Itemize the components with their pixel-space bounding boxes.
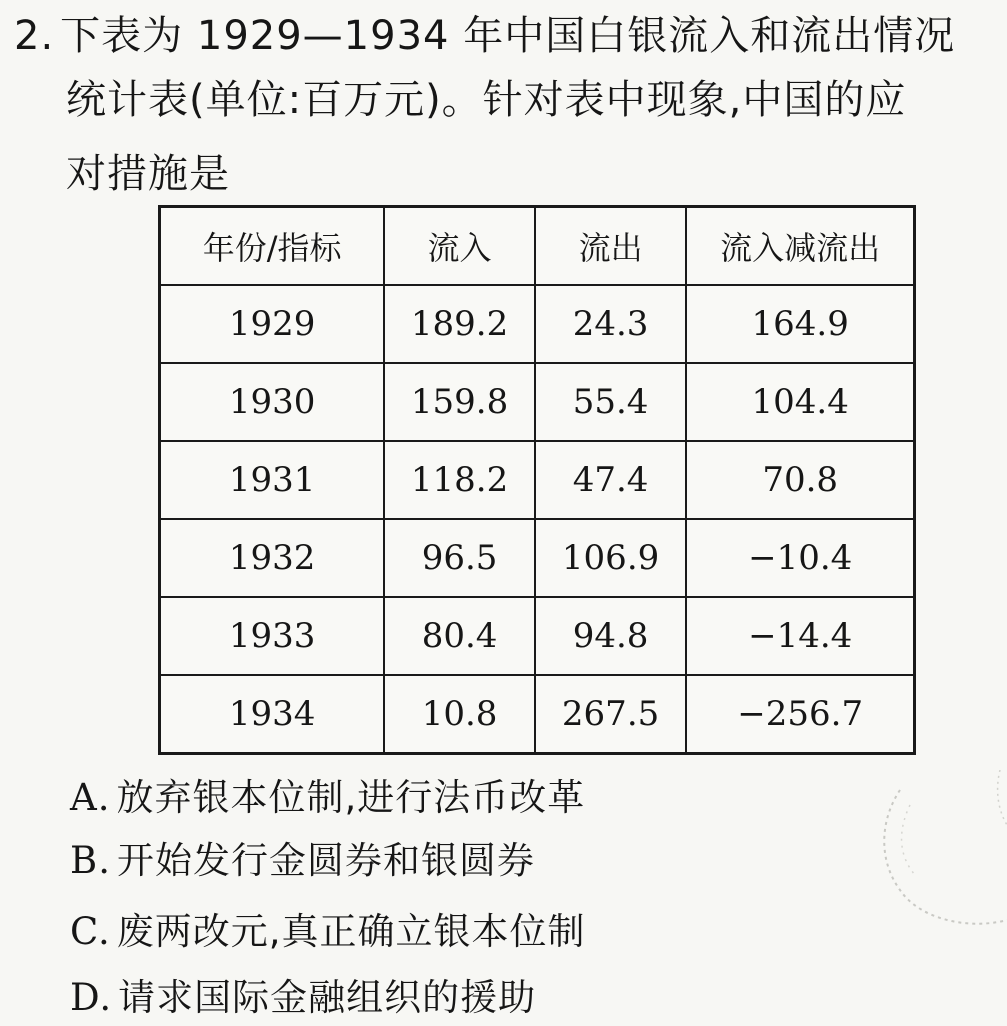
cell-inflow: 96.5 [384, 519, 535, 597]
table-row [160, 597, 915, 675]
cell-outflow: 267.5 [535, 675, 687, 754]
table-row [160, 519, 915, 597]
option-d-text: 请求国际金融组织的援助 [118, 976, 537, 1019]
cell-net: −14.4 [686, 597, 914, 675]
cell-inflow: 80.4 [384, 597, 535, 675]
cell-outflow: 55.4 [535, 363, 687, 441]
header-outflow: 流出 [535, 207, 687, 286]
table-row [160, 363, 915, 441]
cell-inflow: 10.8 [384, 675, 535, 754]
cell-net: 70.8 [686, 441, 914, 519]
option-b-text: 开始发行金圆券和银圆券 [116, 839, 535, 882]
cell-inflow: 159.8 [384, 363, 535, 441]
option-a-text: 放弃银本位制,进行法币改革 [116, 776, 586, 819]
cell-year: 1929 [160, 285, 385, 363]
table-header-row [160, 207, 915, 286]
question-line-1 [14, 6, 955, 66]
header-year-indicator: 年份/指标 [160, 207, 385, 286]
option-a-letter: A. [70, 776, 111, 819]
silver-flow-table [158, 205, 916, 755]
option-b-letter: B. [70, 839, 111, 882]
option-d[interactable] [70, 970, 536, 1026]
cell-net: −10.4 [686, 519, 914, 597]
cell-outflow: 47.4 [535, 441, 687, 519]
option-a[interactable] [70, 770, 585, 826]
cell-net: 164.9 [686, 285, 914, 363]
cell-inflow: 189.2 [384, 285, 535, 363]
cell-year: 1934 [160, 675, 385, 754]
question-text-1: 下表为 1929—1934 年中国白银流入和流出情况 [60, 13, 956, 59]
cell-year: 1932 [160, 519, 385, 597]
option-b[interactable] [70, 833, 535, 889]
question-line-3: 对措施是 [66, 151, 230, 197]
option-c[interactable] [70, 904, 586, 960]
cell-year: 1931 [160, 441, 385, 519]
header-net-flow: 流入减流出 [686, 207, 914, 286]
option-c-text: 废两改元,真正确立银本位制 [116, 910, 586, 953]
table-row [160, 675, 915, 754]
option-d-letter: D. [70, 976, 113, 1019]
scan-smudge [870, 770, 1007, 940]
cell-net: 104.4 [686, 363, 914, 441]
cell-outflow: 106.9 [535, 519, 687, 597]
question-number: 2. [14, 13, 55, 59]
cell-outflow: 94.8 [535, 597, 687, 675]
cell-net: −256.7 [686, 675, 914, 754]
table-row [160, 285, 915, 363]
cell-outflow: 24.3 [535, 285, 687, 363]
cell-year: 1930 [160, 363, 385, 441]
table-row [160, 441, 915, 519]
question-line-2: 统计表(单位:百万元)。针对表中现象,中国的应 [66, 77, 907, 123]
cell-inflow: 118.2 [384, 441, 535, 519]
header-inflow: 流入 [384, 207, 535, 286]
option-c-letter: C. [70, 910, 111, 953]
cell-year: 1933 [160, 597, 385, 675]
